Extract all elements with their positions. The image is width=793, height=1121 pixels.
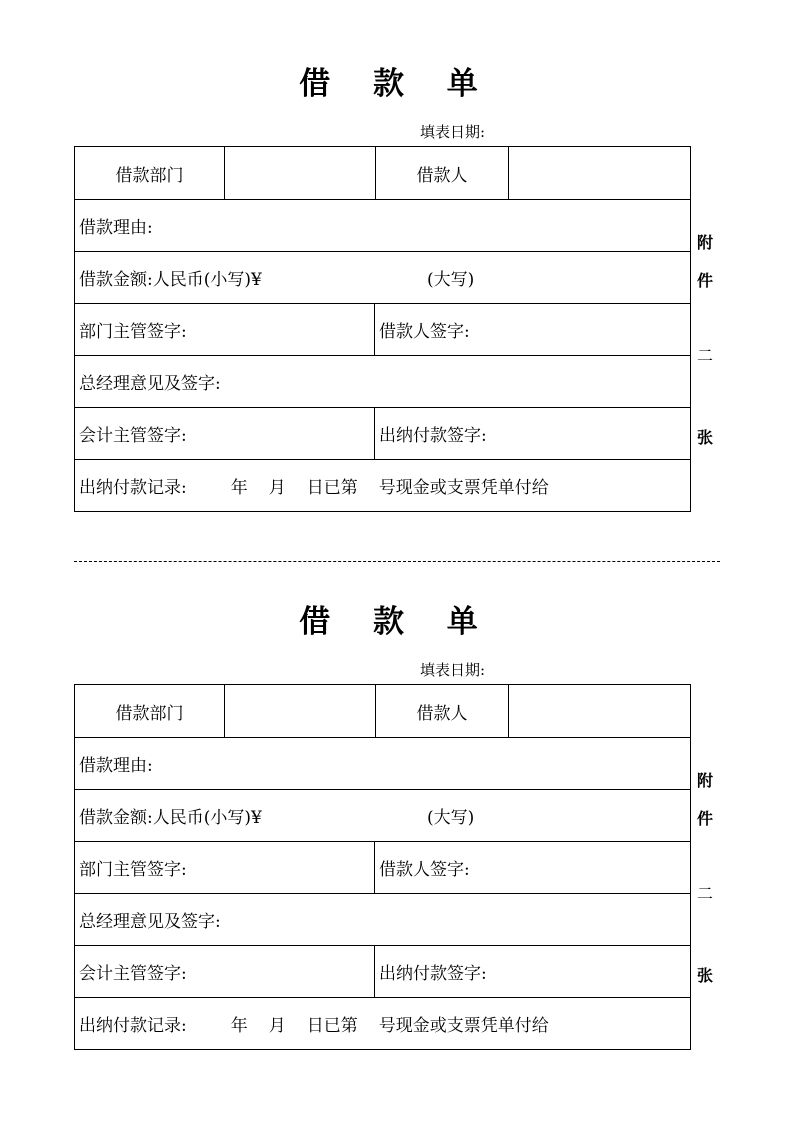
sign-row-2 [75, 407, 690, 459]
sign-row-1 [75, 841, 690, 893]
record-year: 年 [230, 1016, 248, 1036]
gm-row [75, 355, 690, 407]
attachment-zhang: 张 [697, 966, 714, 985]
payment-record-label: 出纳付款记录: [79, 1016, 187, 1036]
attachment-count: 二 [697, 346, 714, 365]
payment-record [75, 460, 690, 511]
record-month: 月 [268, 1016, 286, 1036]
borrower-value-field[interactable] [508, 147, 690, 199]
reason-label: 借款理由: [79, 756, 153, 776]
borrower-label: 借款人 [375, 685, 508, 737]
amount-row [75, 789, 690, 841]
gm-row [75, 893, 690, 945]
borrower-label: 借款人 [375, 147, 508, 199]
borrower-value-field[interactable] [508, 685, 690, 737]
amount-upper-label: (大写) [427, 270, 475, 290]
fill-date-label: 填表日期: [420, 661, 486, 679]
sign-row-1 [75, 303, 690, 355]
reason-row [75, 199, 690, 251]
attachment-jian: 件 [697, 271, 714, 290]
payment-record-label: 出纳付款记录: [79, 478, 187, 498]
dept-value-field[interactable] [224, 685, 375, 737]
attachment-zhang: 张 [697, 428, 714, 447]
dept-label: 借款部门 [115, 165, 184, 186]
attachment-jian: 件 [697, 809, 714, 828]
header-row [75, 147, 690, 199]
gm-opinion-label: 总经理意见及签字: [79, 912, 221, 932]
record-day-prefix: 日已第 [306, 478, 358, 498]
attachment-count: 二 [697, 884, 714, 903]
borrower-sign-label: 借款人签字: [374, 842, 690, 893]
payment-record-row [75, 997, 690, 1049]
record-month: 月 [268, 478, 286, 498]
cashier-sign-label: 出纳付款签字: [374, 946, 690, 997]
amount-label: 借款金额:人民币(小写)¥ [79, 808, 262, 828]
fill-date-label: 填表日期: [420, 123, 486, 141]
payment-record-row [75, 459, 690, 511]
loan-form-table [74, 146, 691, 512]
attachment-fu: 附 [697, 233, 714, 252]
accounting-sign-label: 会计主管签字: [79, 426, 187, 446]
payment-record [75, 998, 690, 1049]
amount-row [75, 251, 690, 303]
sign-row-2 [75, 945, 690, 997]
amount-label: 借款金额:人民币(小写)¥ [79, 270, 262, 290]
record-year: 年 [230, 478, 248, 498]
dept-label: 借款部门 [115, 703, 184, 724]
dept-head-sign-label: 部门主管签字: [79, 322, 187, 342]
borrower-sign-label: 借款人签字: [374, 304, 690, 355]
loan-form-2 [0, 538, 793, 1036]
dept-value-field[interactable] [224, 147, 375, 199]
record-suffix: 号现金或支票凭单付给 [378, 1016, 549, 1036]
form-title: 借 款 单 [299, 66, 494, 102]
loan-form-1 [0, 0, 793, 498]
record-suffix: 号现金或支票凭单付给 [378, 478, 549, 498]
dept-head-sign-label: 部门主管签字: [79, 860, 187, 880]
accounting-sign-label: 会计主管签字: [79, 964, 187, 984]
gm-opinion-label: 总经理意见及签字: [79, 374, 221, 394]
cashier-sign-label: 出纳付款签字: [374, 408, 690, 459]
amount-upper-label: (大写) [427, 808, 475, 828]
record-day-prefix: 日已第 [306, 1016, 358, 1036]
loan-form-table [74, 684, 691, 1050]
form-title: 借 款 单 [299, 604, 494, 640]
attachment-fu: 附 [697, 771, 714, 790]
reason-label: 借款理由: [79, 218, 153, 238]
reason-row [75, 737, 690, 789]
header-row [75, 685, 690, 737]
